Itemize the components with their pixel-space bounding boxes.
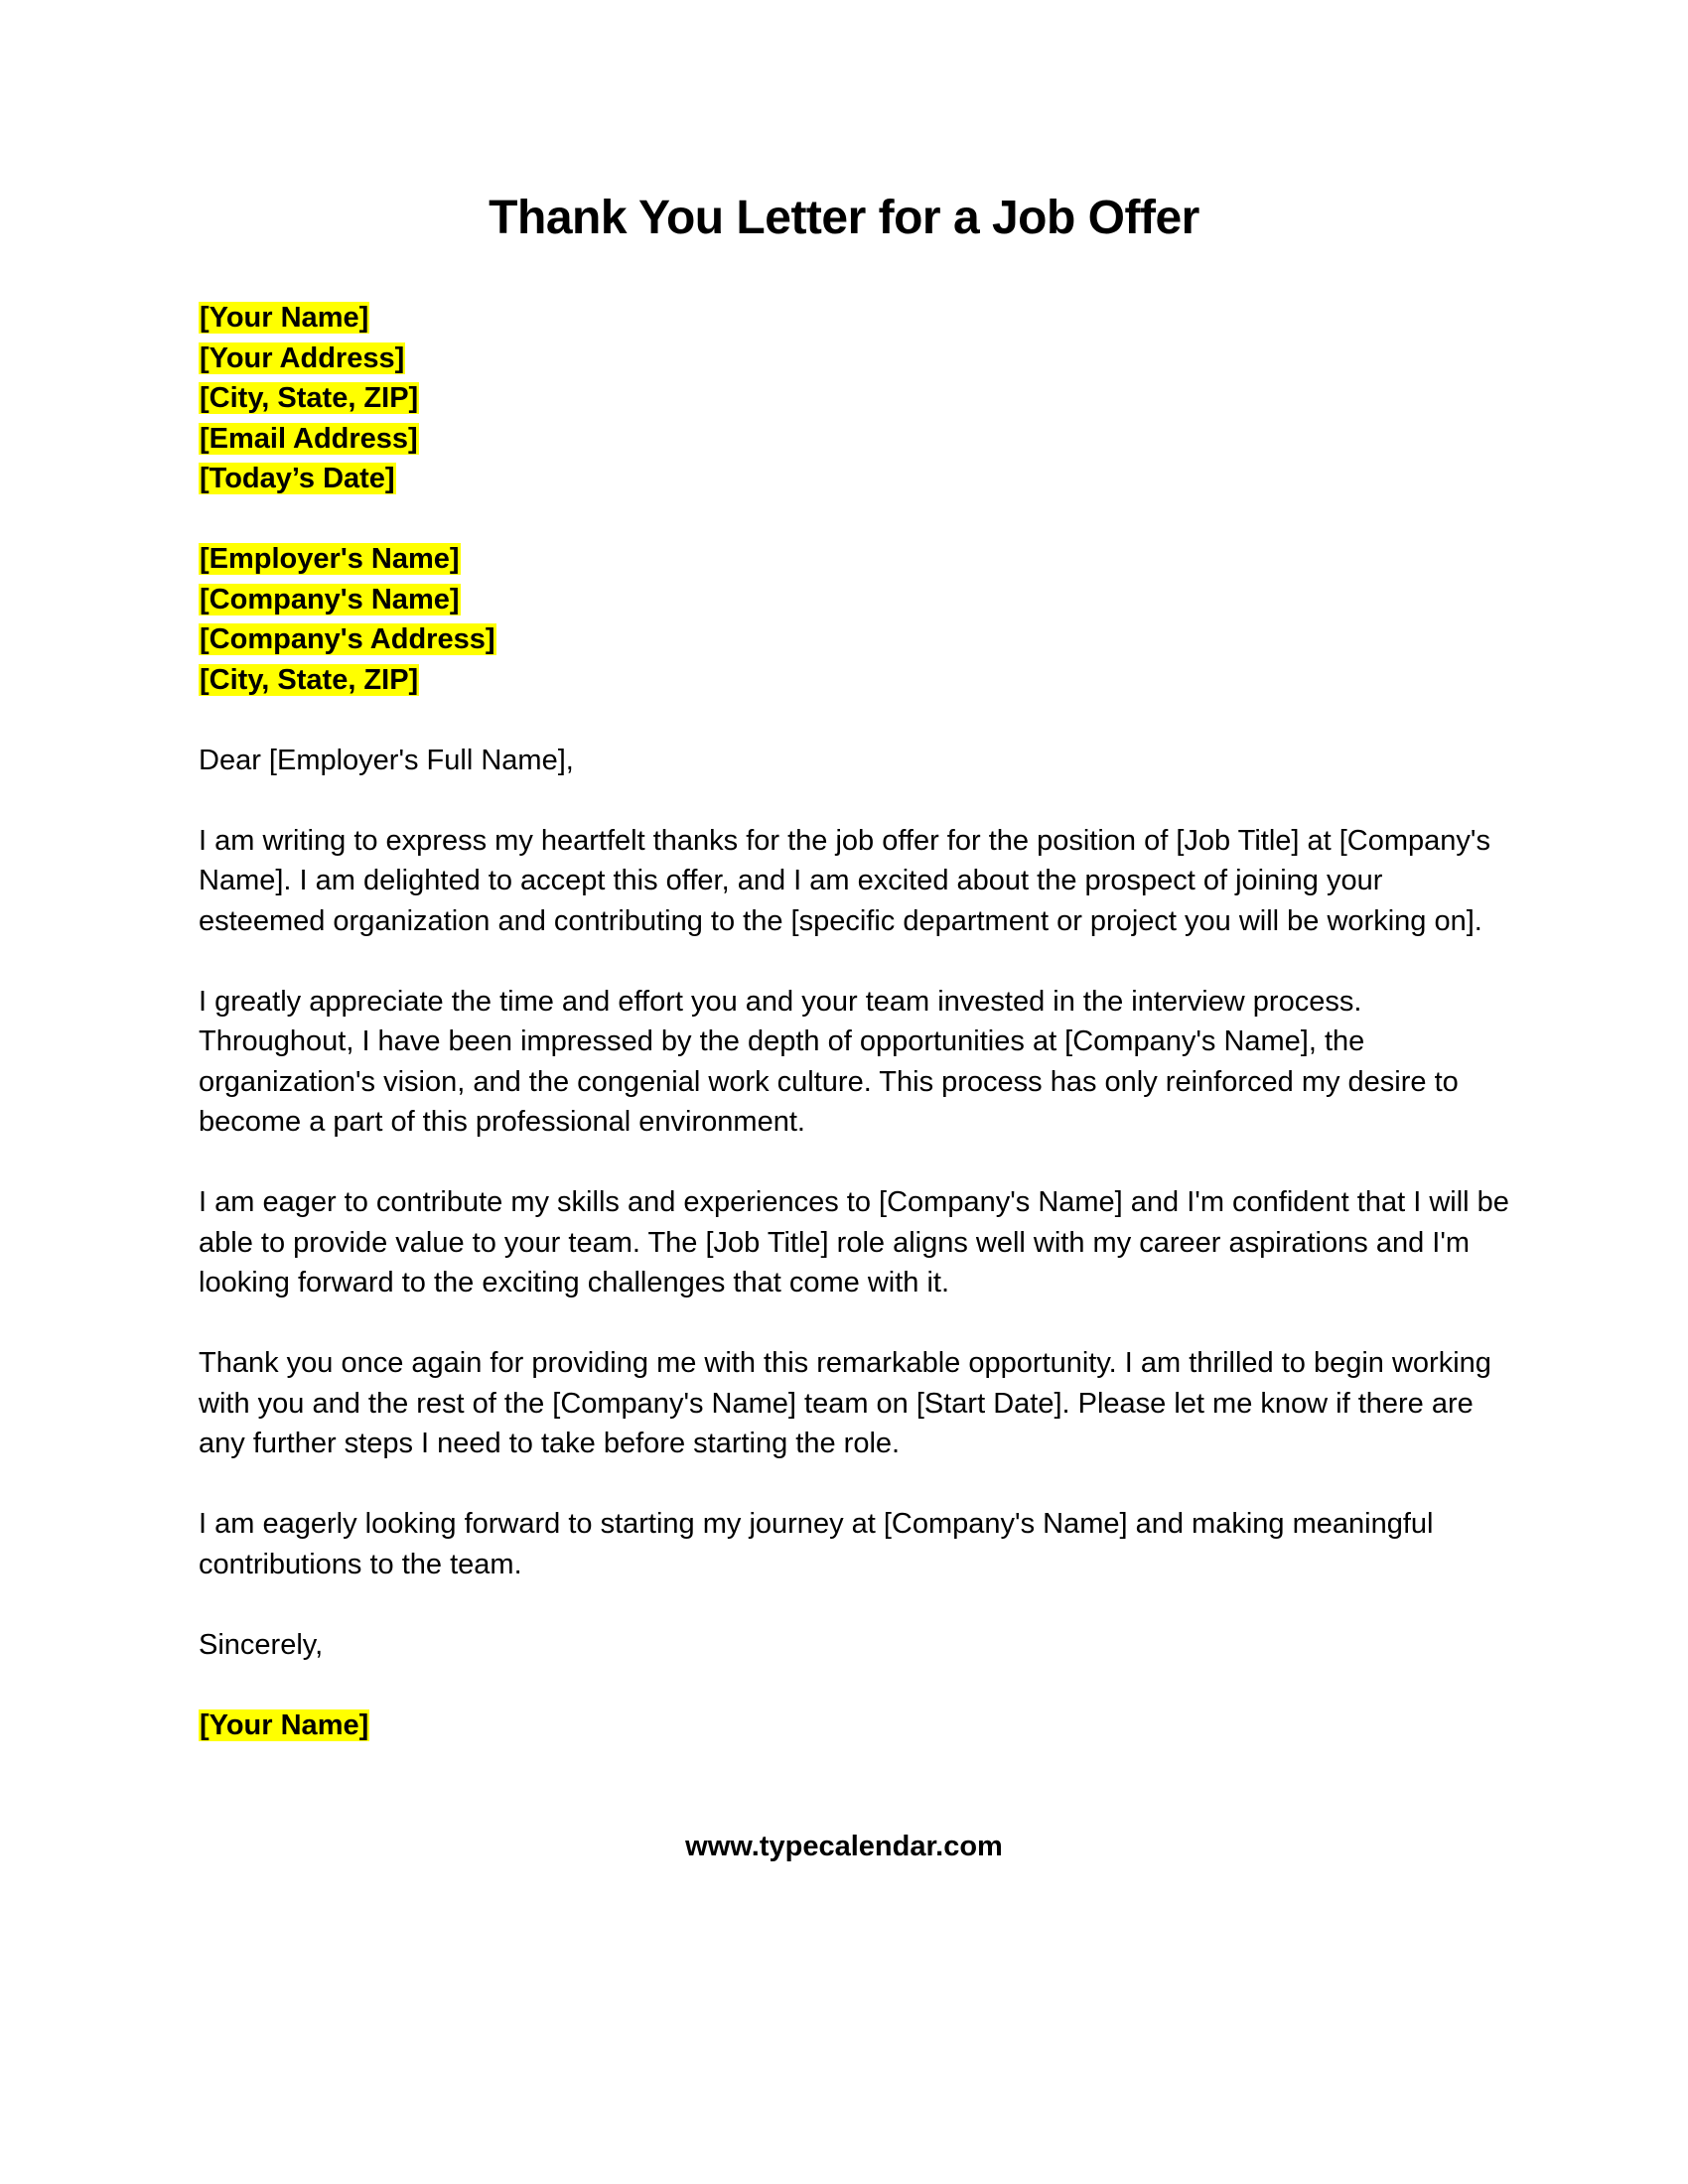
spacer — [199, 1143, 1509, 1183]
body-paragraph-5: I am eagerly looking forward to starting my journey at [Company's Name] and making meaningful contributions to the team. — [199, 1508, 1434, 1580]
page-title: Thank You Letter for a Job Offer — [489, 192, 1199, 244]
spacer — [199, 941, 1509, 982]
signature: [Your Name] — [200, 1708, 369, 1741]
sender-address: [Your Address] — [200, 341, 405, 374]
sender-email: [Email Address] — [200, 422, 418, 455]
recipient-block — [199, 539, 1509, 700]
salutation: Dear [Employer's Full Name], — [199, 744, 574, 776]
spacer — [199, 1464, 1509, 1505]
recipient-company: [Company's Name] — [200, 583, 460, 615]
recipient-city-state-zip: [City, State, ZIP] — [200, 663, 419, 696]
sender-block — [199, 298, 1509, 499]
body-paragraph-3: I am eager to contribute my skills and experiences to [Company's Name] and I'm confident that I will be able to provide value to your team. The [Job Title] role aligns well with my career aspirations and I'm looking forward to the exciting challenges that come with it. — [199, 1186, 1509, 1298]
spacer — [199, 780, 1509, 821]
sender-date: [Today’s Date] — [200, 463, 395, 494]
letter-body — [199, 298, 1509, 1745]
footer-website: www.typecalendar.com — [685, 1831, 1003, 1862]
body-paragraph-4: Thank you once again for providing me with this remarkable opportunity. I am thrilled to begin working with you and the rest of the [Company's Name] team on [Start Date]. Please let me know if there are any further steps I need to take before starting the role. — [199, 1347, 1491, 1459]
body-paragraph-2: I greatly appreciate the time and effort you and your team invested in the interview process. Throughout, I have been impressed by the depth of opportunities at [Company's Name], the organization's vision, and the congenial work culture. This process has only reinforced my desire to become a part of this professional environment. — [199, 985, 1459, 1138]
spacer — [199, 1584, 1509, 1625]
body-paragraph-1: I am writing to express my heartfelt thanks for the job offer for the position of [Job Title] at [Company's Name]. I am delighted to accept this offer, and I am excited about the prospect of joining your esteemed organization and contributing to the [specific department or project you will be working on]. — [199, 824, 1490, 937]
recipient-address: [Company's Address] — [200, 623, 495, 655]
closing: Sincerely, — [199, 1628, 324, 1661]
sender-name: [Your Name] — [200, 302, 369, 334]
spacer — [199, 1303, 1509, 1344]
spacer — [199, 1665, 1509, 1706]
spacer — [199, 499, 1509, 540]
recipient-name: [Employer's Name] — [200, 543, 460, 575]
spacer — [199, 700, 1509, 741]
sender-city-state-zip: [City, State, ZIP] — [200, 382, 419, 414]
